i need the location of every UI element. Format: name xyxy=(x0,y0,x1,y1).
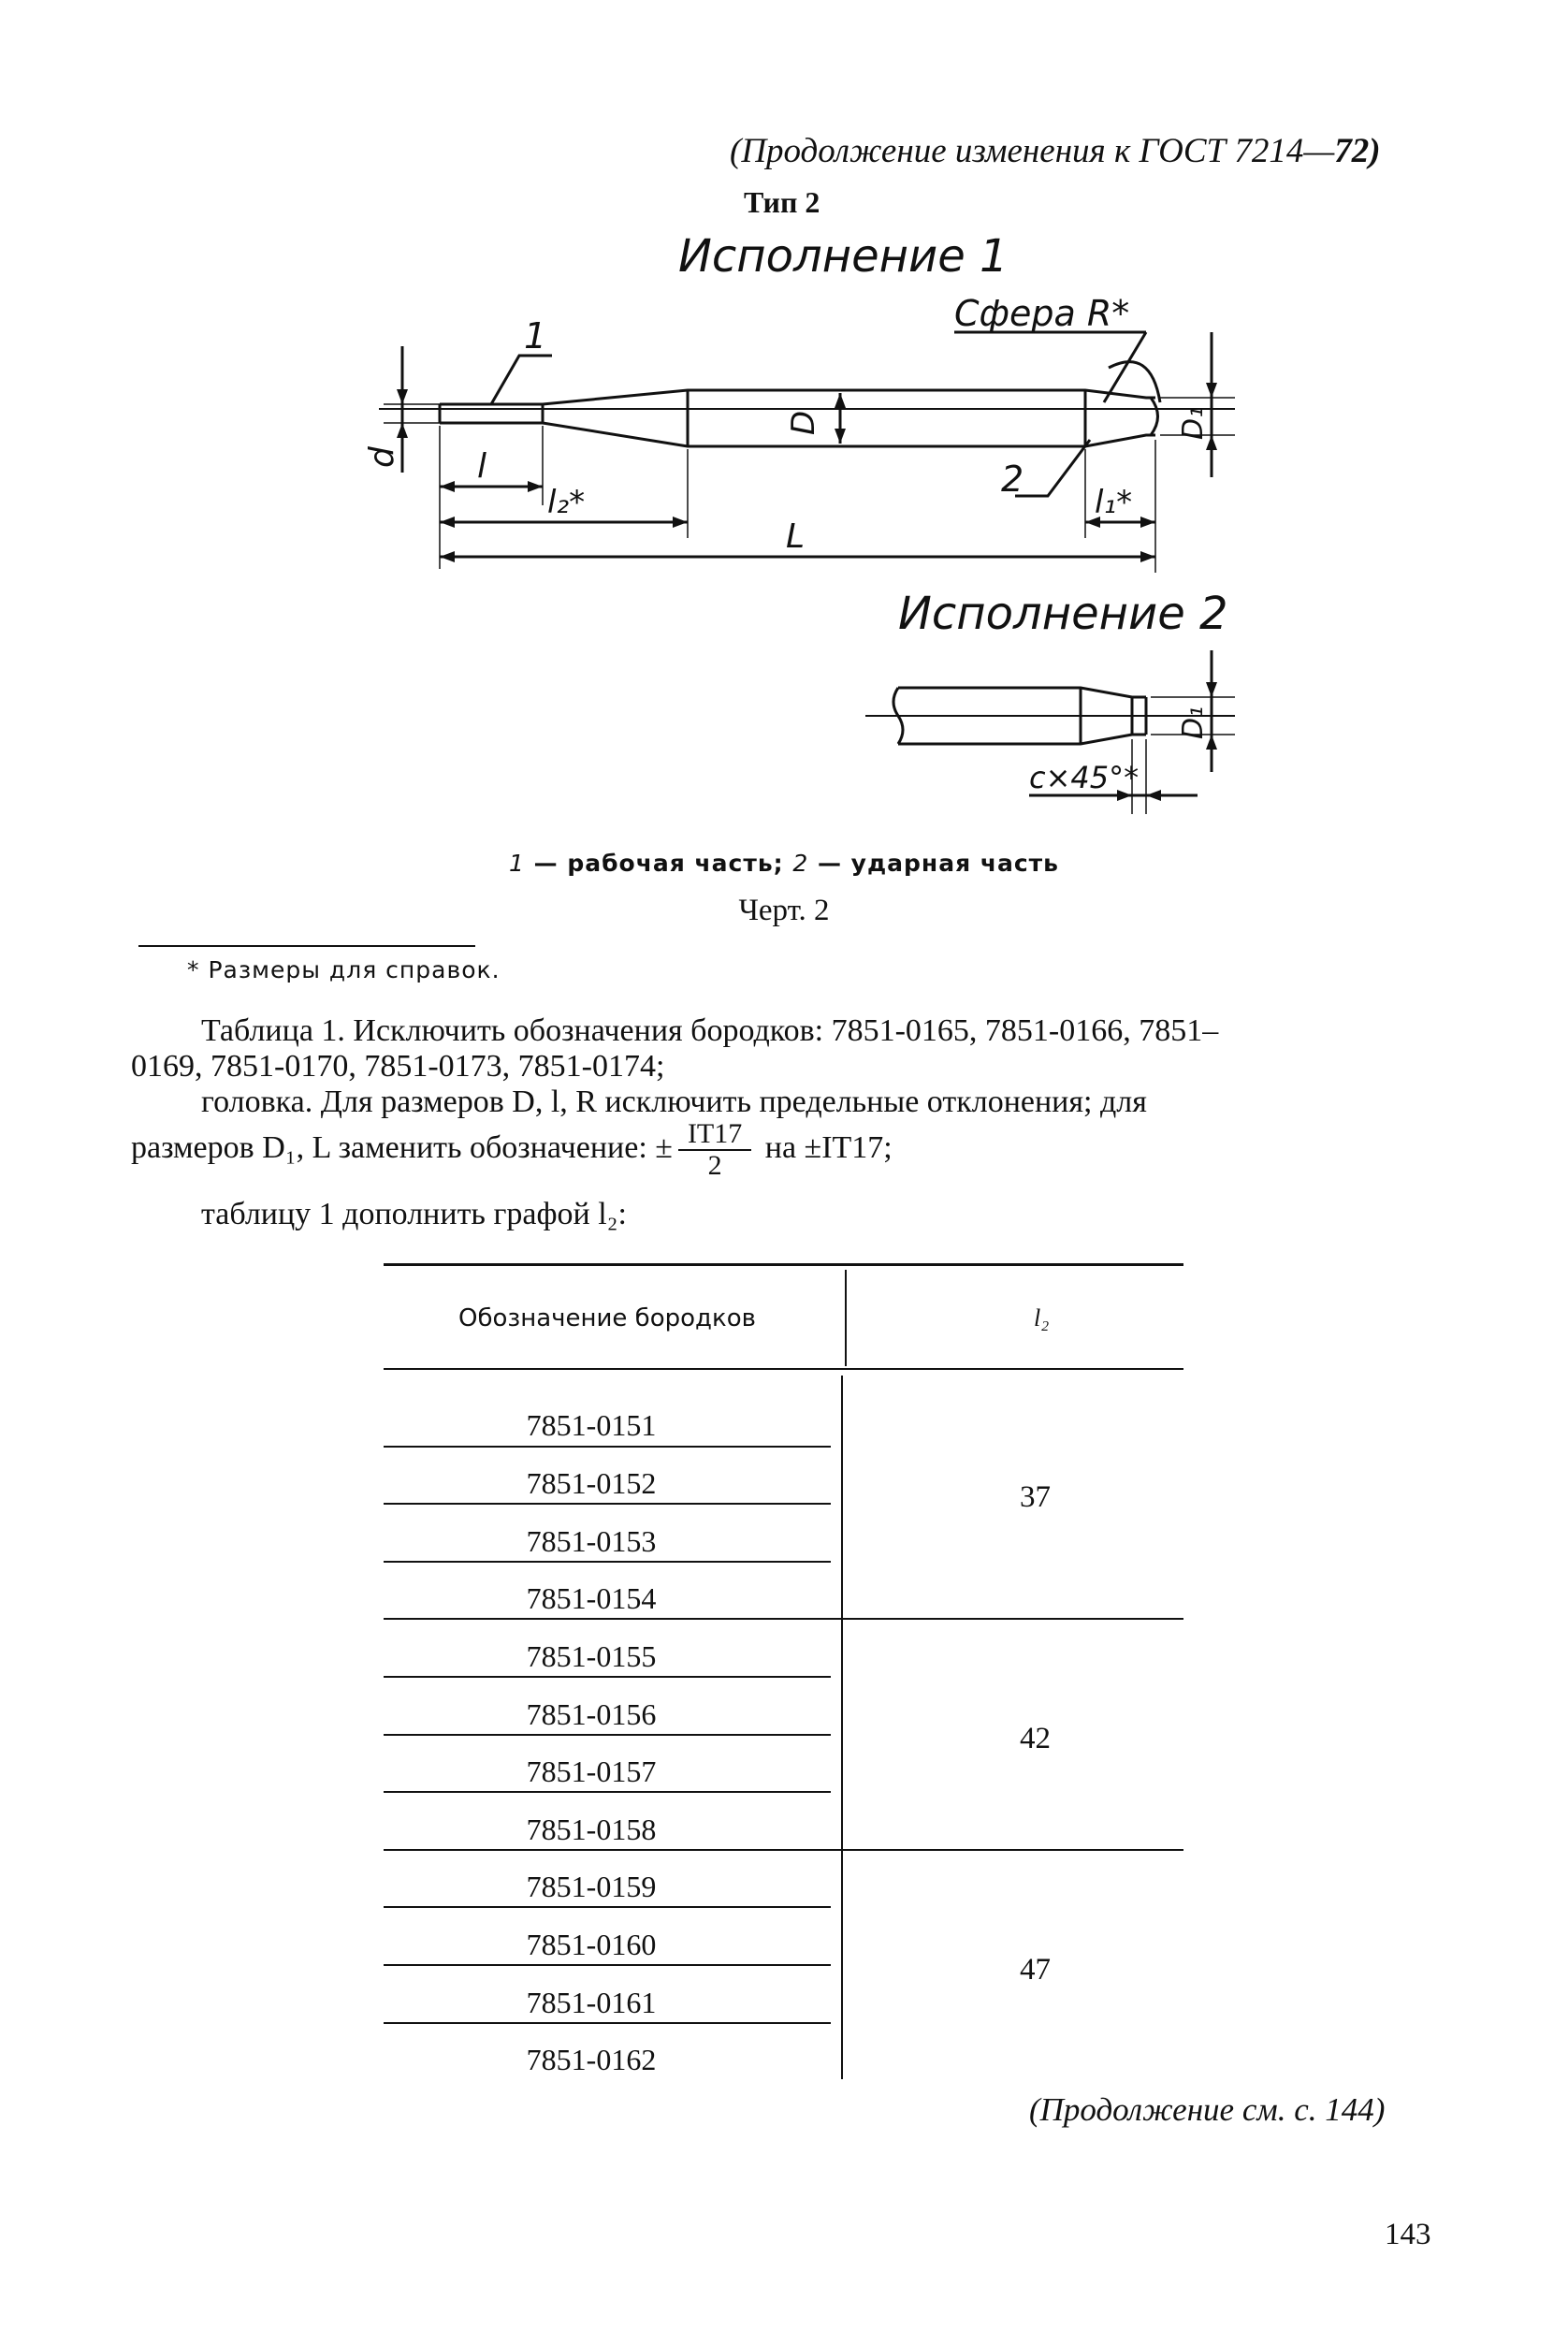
caption-part-1: — рабочая часть; xyxy=(524,850,793,877)
type-label: Тип 2 xyxy=(744,185,820,219)
body-line-5: таблицу 1 дополнить графой l₂: xyxy=(201,1197,627,1231)
table-top-rule xyxy=(384,1263,1183,1266)
technical-drawing xyxy=(0,0,1568,842)
body-line-2: 0169, 7851-0170, 7851-0173, 7851-0174; xyxy=(131,1049,665,1084)
body-line-1: Таблица 1. Исключить обозначения бородков: 7851-0165, 7851-0166, 7851– xyxy=(201,1013,1219,1048)
dim-L: L xyxy=(786,517,806,556)
drawing-caption xyxy=(0,850,1568,877)
table-row: 7851-0153 xyxy=(526,1524,657,1558)
sphere-label: Сфера R* xyxy=(954,293,1130,334)
row-rule xyxy=(384,1446,831,1448)
header-l2: l₂ xyxy=(1034,1304,1050,1332)
table-row: 7851-0154 xyxy=(526,1581,657,1615)
footnote-divider xyxy=(138,945,475,947)
table-row: 7851-0155 xyxy=(526,1639,657,1673)
row-rule xyxy=(384,1791,831,1793)
dim-l2: l₂* xyxy=(547,484,586,521)
table-row: 7851-0160 xyxy=(526,1928,657,1961)
caption-part-2: — ударная часть xyxy=(808,850,1059,877)
table-row: 7851-0152 xyxy=(526,1466,657,1500)
group-rule xyxy=(384,1618,1183,1620)
table-header-divider xyxy=(845,1270,847,1366)
body-line-4-b: на ±IT17; xyxy=(764,1129,893,1165)
page-number: 143 xyxy=(1385,2218,1431,2251)
footnote: * Размеры для справок. xyxy=(187,956,501,983)
row-rule xyxy=(384,1561,831,1563)
continuation-year: 72) xyxy=(1334,132,1381,170)
table-row: 7851-0158 xyxy=(526,1813,657,1846)
group-rule xyxy=(384,1849,1183,1851)
header-designation: Обозначение бородков xyxy=(458,1304,756,1332)
dim-l1: l₁* xyxy=(1095,484,1133,521)
caption-num-2: 2 xyxy=(792,850,809,877)
chamfer-label: c×45°* xyxy=(1029,760,1140,795)
row-rule xyxy=(384,1734,831,1736)
body-line-4-a: размеров D₁, L заменить обозначение: ± xyxy=(131,1129,673,1165)
dim-D: D xyxy=(785,410,822,435)
table-row: 7851-0159 xyxy=(526,1870,657,1903)
table-row: 7851-0162 xyxy=(526,2043,657,2076)
figure-label: Черт. 2 xyxy=(738,894,830,927)
continuation-prefix: (Продолжение изменения к ГОСТ 7214— xyxy=(730,132,1335,170)
continuation-footer: (Продолжение см. с. 144) xyxy=(1029,2091,1386,2128)
dim-D1-variant2: D₁ xyxy=(1177,706,1210,739)
l2-value: 42 xyxy=(1020,1722,1051,1755)
l2-value: 37 xyxy=(1020,1480,1051,1514)
callout-1: 1 xyxy=(524,315,547,357)
table-row: 7851-0161 xyxy=(526,1986,657,2019)
fraction-numerator: IT17 xyxy=(678,1119,751,1151)
table-row: 7851-0156 xyxy=(526,1697,657,1731)
dim-d: d xyxy=(363,446,401,468)
table-row: 7851-0151 xyxy=(526,1408,657,1442)
dim-l: l xyxy=(477,447,487,486)
table-body-divider xyxy=(841,1376,843,2079)
table-row: 7851-0157 xyxy=(526,1754,657,1788)
row-rule xyxy=(384,2022,831,2024)
row-rule xyxy=(384,1676,831,1678)
variant2-title: Исполнение 2 xyxy=(898,588,1228,640)
caption-num-1: 1 xyxy=(509,850,525,877)
row-rule xyxy=(384,1964,831,1966)
dim-D1: D₁ xyxy=(1177,406,1210,440)
l2-value: 47 xyxy=(1020,1953,1051,1987)
body-line-3: головка. Для размеров D, l, R исключить предельные отклонения; для xyxy=(201,1085,1147,1119)
variant1-title: Исполнение 1 xyxy=(678,230,1009,283)
fraction-denominator: 2 xyxy=(707,1150,722,1181)
callout-2: 2 xyxy=(1001,459,1024,500)
fraction xyxy=(678,1119,751,1181)
body-line-4 xyxy=(131,1119,893,1181)
table-header-rule xyxy=(384,1368,1183,1370)
row-rule xyxy=(384,1503,831,1505)
row-rule xyxy=(384,1906,831,1908)
